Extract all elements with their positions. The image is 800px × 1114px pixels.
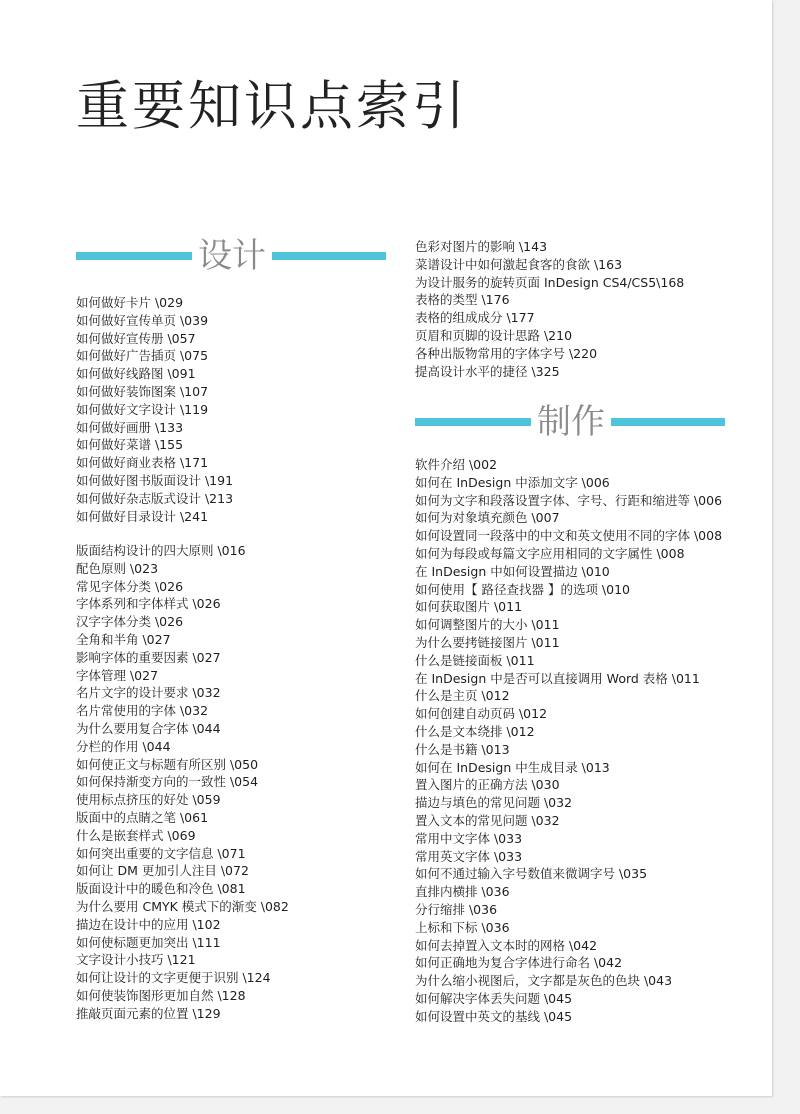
index-entry: 表格的类型 \176 — [415, 292, 510, 308]
index-entry: 如何不通过输入字号数值来微调字号 \035 — [415, 866, 648, 882]
index-entry: 菜谱设计中如何激起食客的食欲 \163 — [415, 256, 623, 272]
page-title: 重要知识点索引 — [76, 76, 468, 137]
index-entry: 什么是文本绕排 \012 — [415, 723, 535, 739]
index-entry: 分栏的作用 \044 — [76, 738, 171, 754]
index-entry: 如何为文字和段落设置字体、字号、行距和缩进等 \006 — [415, 492, 723, 508]
index-entry: 如何突出重要的文字信息 \071 — [76, 845, 246, 861]
index-entry: 如何做好文字设计 \119 — [76, 401, 209, 417]
index-entry: 上标和下标 \036 — [415, 919, 510, 935]
index-entry: 如何解决字体丢失问题 \045 — [415, 990, 573, 1006]
accent-bar — [272, 252, 386, 260]
index-entry: 如何使装饰图形更加自然 \128 — [76, 987, 246, 1003]
index-entry: 如何做好杂志版式设计 \213 — [76, 490, 234, 506]
index-entry: 名片常使用的字体 \032 — [76, 703, 209, 719]
index-entry: 文字设计小技巧 \121 — [76, 952, 196, 968]
index-entry: 如何做好宣传单页 \039 — [76, 312, 209, 328]
index-entry: 提高设计水平的捷径 \325 — [415, 363, 560, 379]
index-entry: 如何让 DM 更加引人注目 \072 — [76, 863, 249, 879]
index-entry: 表格的组成成分 \177 — [415, 310, 535, 326]
index-entry: 什么是链接面板 \011 — [415, 652, 535, 668]
index-entry: 如何设置中英文的基线 \045 — [415, 1008, 573, 1024]
index-entry: 描边在设计中的应用 \102 — [76, 916, 221, 932]
index-entry: 如何做好线路图 \091 — [76, 366, 196, 382]
index-entry: 如何使用【 路径查找器 】的选项 \010 — [415, 581, 630, 597]
index-entry: 如何做好画册 \133 — [76, 419, 184, 435]
index-entry: 常用中文字体 \033 — [415, 830, 523, 846]
index-entry: 色彩对图片的影响 \143 — [415, 239, 548, 254]
accent-bar — [415, 418, 531, 426]
index-entry: 软件介绍 \002 — [415, 457, 498, 472]
index-entry: 页眉和页脚的设计思路 \210 — [415, 327, 573, 343]
index-entry: 什么是嵌套样式 \069 — [76, 827, 196, 843]
index-entry: 为什么要拷链接图片 \011 — [415, 634, 560, 650]
index-entry: 如何做好装饰图案 \107 — [76, 383, 209, 399]
index-entry: 如何做好目录设计 \241 — [76, 508, 209, 524]
index-entry: 汉字字体分类 \026 — [76, 614, 184, 630]
index-entry: 如何调整图片的大小 \011 — [415, 617, 560, 633]
index-entry: 如何为对象填充颜色 \007 — [415, 510, 560, 526]
index-entry: 描边与填色的常见问题 \032 — [415, 795, 573, 811]
index-entry: 在 InDesign 中如何设置描边 \010 — [415, 563, 610, 579]
index-entry: 什么是主页 \012 — [415, 688, 510, 704]
section-title-design: 设计 — [198, 236, 266, 276]
index-entry: 各种出版物常用的字体字号 \220 — [415, 345, 598, 361]
index-entry: 如何使标题更加突出 \111 — [76, 934, 221, 950]
index-entry: 全角和半角 \027 — [76, 631, 171, 647]
index-entry: 如何在 InDesign 中添加文字 \006 — [415, 474, 610, 490]
index-entry: 如何在 InDesign 中生成目录 \013 — [415, 759, 610, 775]
index-entry: 如何做好广告插页 \075 — [76, 348, 209, 364]
index-entry: 常用英文字体 \033 — [415, 848, 523, 864]
section-header-production — [415, 402, 725, 442]
index-entry: 常见字体分类 \026 — [76, 578, 184, 594]
index-entry: 推敲页面元素的位置 \129 — [76, 1005, 221, 1021]
index-entry: 如何设置同一段落中的中文和英文使用不同的字体 \008 — [415, 528, 723, 544]
index-entry: 如何获取图片 \011 — [415, 599, 523, 615]
index-entry: 如何让设计的文字更便于识别 \124 — [76, 970, 271, 986]
index-entry: 配色原则 \023 — [76, 560, 159, 576]
index-entry: 如何为每段或每篇文字应用相同的文字属性 \008 — [415, 545, 685, 561]
index-entry: 如何做好卡片 \029 — [76, 295, 184, 310]
accent-bar — [611, 418, 725, 426]
index-entry: 如何去掉置入文本时的网格 \042 — [415, 937, 598, 953]
index-entry: 为什么要用 CMYK 模式下的渐变 \082 — [76, 898, 289, 914]
index-entry: 版面中的点睛之笔 \061 — [76, 809, 209, 825]
index-entry: 影响字体的重要因素 \027 — [76, 649, 221, 665]
index-entry: 为什么缩小视图后，文字都是灰色的色块 \043 — [415, 973, 673, 989]
index-entry: 直排内横排 \036 — [415, 884, 510, 900]
section-header-design — [76, 236, 386, 276]
index-entry: 如何使正文与标题有所区别 \050 — [76, 756, 259, 772]
index-entry: 置入图片的正确方法 \030 — [415, 777, 560, 793]
index-entry: 如何正确地为复合字体进行命名 \042 — [415, 955, 623, 971]
index-entry: 为设计服务的旋转页面 InDesign CS4/CS5\168 — [415, 274, 685, 290]
index-entry: 版面结构设计的四大原则 \016 — [76, 543, 246, 558]
index-entry: 使用标点挤压的好处 \059 — [76, 792, 221, 808]
accent-bar — [76, 252, 192, 260]
index-entry: 如何保持渐变方向的一致性 \054 — [76, 774, 259, 790]
index-entry: 在 InDesign 中是否可以直接调用 Word 表格 \011 — [415, 670, 700, 686]
index-entry: 如何做好菜谱 \155 — [76, 437, 184, 453]
index-entry: 字体系列和字体样式 \026 — [76, 596, 221, 612]
index-entry: 如何做好商业表格 \171 — [76, 455, 209, 471]
index-entry: 字体管理 \027 — [76, 667, 159, 683]
section-title-production: 制作 — [537, 402, 605, 442]
design-index-list-continued — [415, 238, 684, 380]
index-entry: 置入文本的常见问题 \032 — [415, 812, 560, 828]
index-entry: 为什么要用复合字体 \044 — [76, 720, 221, 736]
index-entry: 什么是书籍 \013 — [415, 741, 510, 757]
design-index-list-1 — [76, 294, 233, 525]
index-entry: 如何创建自动页码 \012 — [415, 706, 548, 722]
production-index-list — [415, 456, 722, 1026]
index-entry: 名片文字的设计要求 \032 — [76, 685, 221, 701]
index-entry: 分行缩排 \036 — [415, 901, 498, 917]
design-index-list-2 — [76, 542, 289, 1023]
index-entry: 版面设计中的暖色和冷色 \081 — [76, 881, 246, 897]
index-entry: 如何做好宣传册 \057 — [76, 330, 196, 346]
index-entry: 如何做好图书版面设计 \191 — [76, 472, 234, 488]
